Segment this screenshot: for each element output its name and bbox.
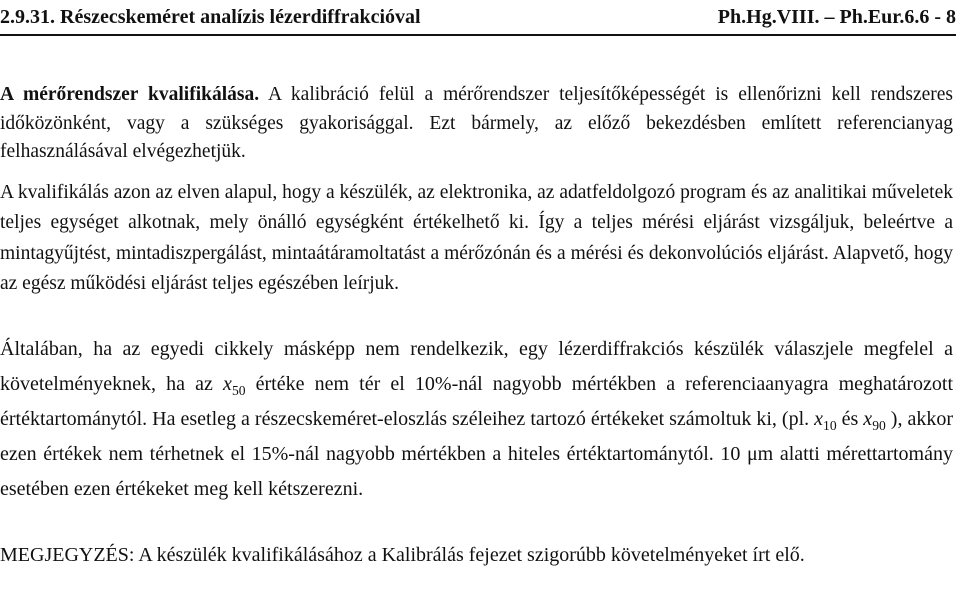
criteria-text-1: Általában, ha az egyedi cikkely másképp nem rendelkezik, egy lézerdiffrakciós készülék válaszjele megfelel a követelményeknek, ha az bbox=[0, 338, 953, 395]
criteria-text-2: értéke nem tér el 10%-nál nagyobb mértékben a referenciaanyagra meghatározott értéktartománytól. Ha esetleg a részecskeméret-eloszlás széleihez tartozó értékeket számoltuk ki, (pl. bbox=[0, 373, 954, 430]
qualification-text: A kalibráció felül a mérőrendszer teljesítőképességét is ellenőrizni kell rendszeres időközönként, vagy a szükséges gyakorisággal. Ezt bármely, az előző bekezdésben említett referencianyag felhasználásával elvégezhetjük. bbox=[0, 84, 953, 162]
criteria-text-4: ), akkor ezen értékek nem térhetnek el 15%-nál nagyobb mértékben a hiteles értéktartománytól. 10 μm alatti mérettartomány esetében ezen értékeket meg kell kétszerezni. bbox=[0, 408, 953, 500]
x10-subscript: 10 bbox=[823, 417, 837, 433]
page-header bbox=[0, 0, 956, 36]
pharmacopoeia-reference: Ph.Hg.VIII. – Ph.Eur.6.6 - 8 bbox=[717, 6, 956, 28]
criteria-text-3: és bbox=[836, 408, 864, 430]
x90-variable: x bbox=[863, 408, 873, 430]
section-title: 2.9.31. Részecskeméret analízis lézerdiffrakcióval bbox=[0, 6, 421, 28]
qualification-heading: A mérőrendszer kvalifikálása. bbox=[0, 84, 260, 105]
x50-subscript: 50 bbox=[231, 382, 246, 398]
acceptance-criteria-paragraph bbox=[0, 332, 953, 507]
x50-variable: x bbox=[223, 373, 232, 395]
qualification-paragraph bbox=[0, 81, 953, 167]
x90-subscript: 90 bbox=[872, 417, 886, 433]
note-paragraph: MEGJEGYZÉS: A készülék kvalifikálásához a Kalibrálás fejezet szigorúbb követelményeket írt elő. bbox=[0, 544, 805, 566]
principle-paragraph: A kvalifikálás azon az elven alapul, hogy a készülék, az elektronika, az adatfeldolgozó program és az analitikai műveletek teljes egységet alkotnak, mely önálló egységként értékelhető ki. Így a teljes mérési eljárást vizsgáljuk, beleértve a mintagyűjtést, mintadiszpergálást, mintaátáramoltatást a mérőzónán és a mérési és dekonvolúciós eljárást. Alapvető, hogy az egész működési eljárást teljes egészében leírjuk. bbox=[0, 182, 953, 295]
x10-variable: x bbox=[814, 408, 824, 430]
